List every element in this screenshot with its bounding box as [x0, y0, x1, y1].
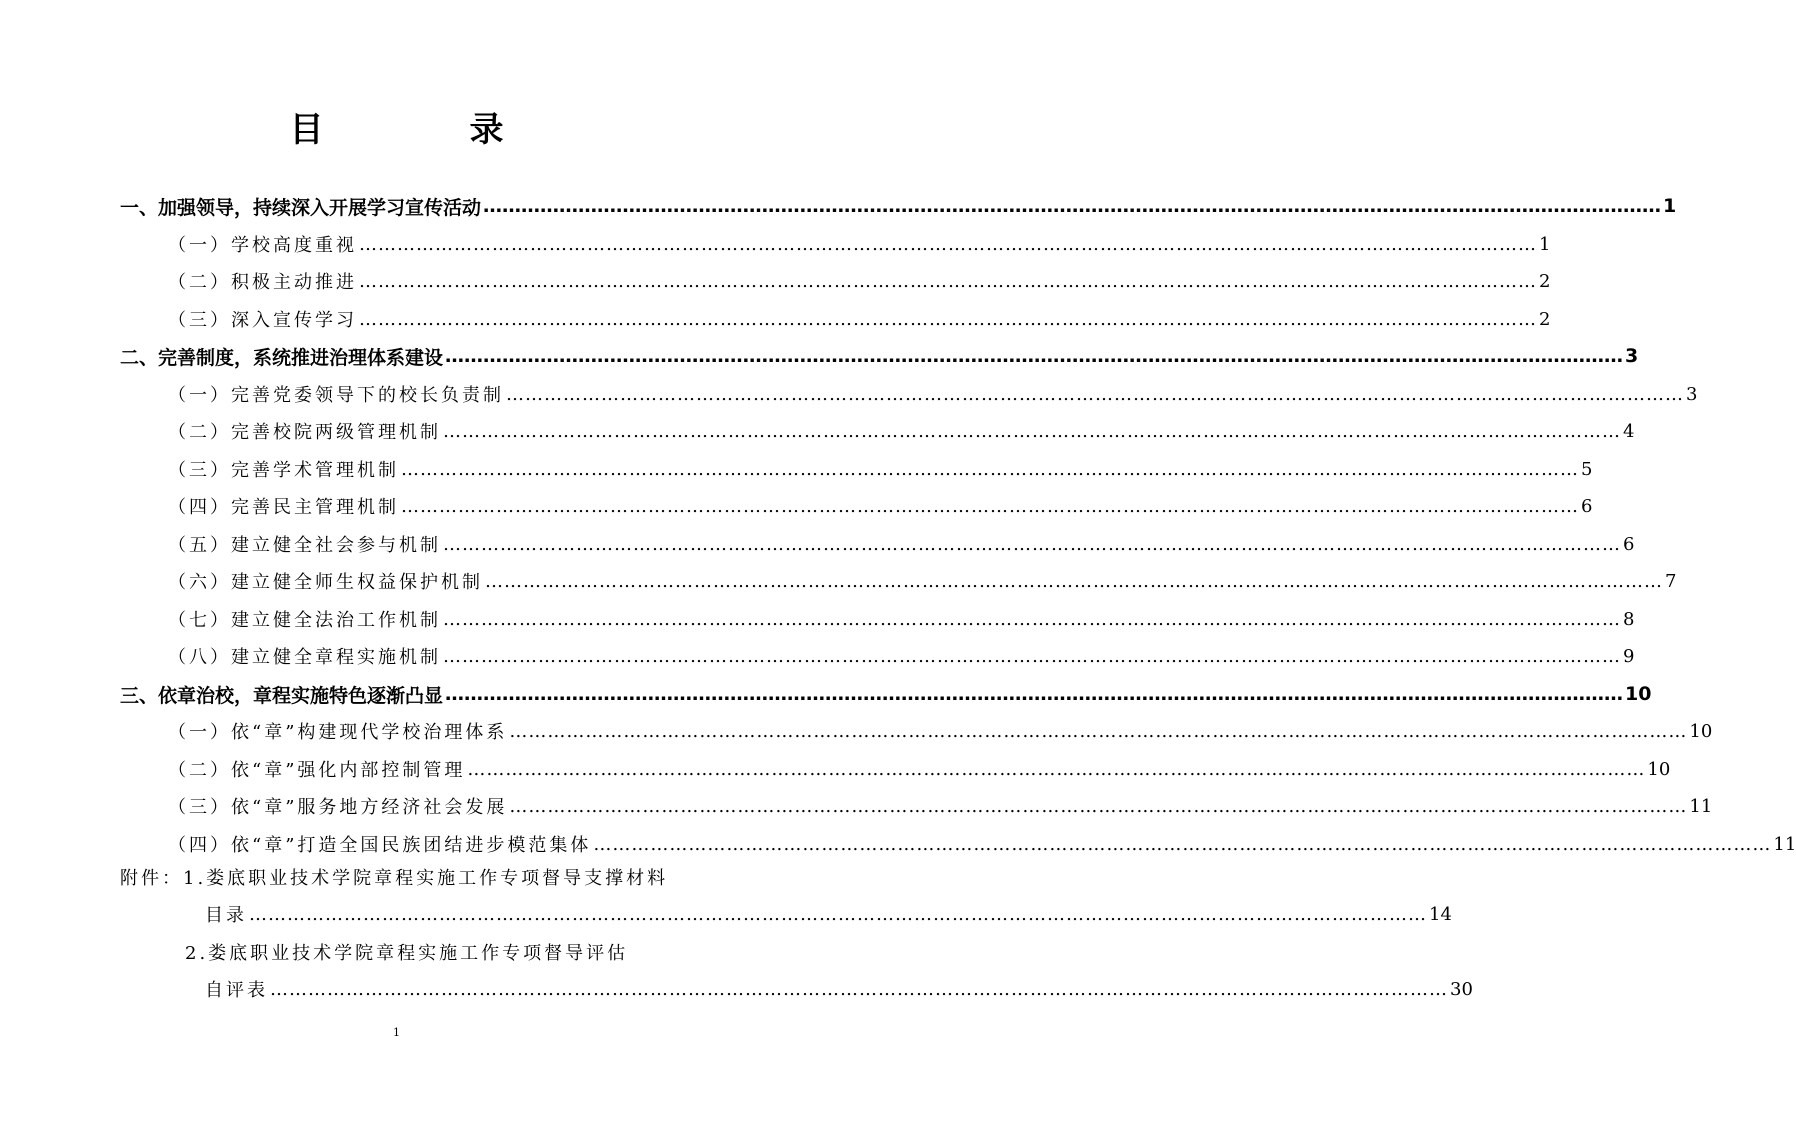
toc-entry-label: 二、完善制度，系统推进治理体系建设: [120, 346, 444, 369]
toc-entry-label: （三）完善学术管理机制: [168, 460, 399, 481]
toc-entry[interactable]: [168, 491, 1593, 521]
toc-leader: ……………………………………………………………………………………………………………………………………………………………………: [509, 795, 1688, 817]
toc-leader: ……………………………………………………………………………………………………………………………………………………………………: [443, 608, 1621, 630]
toc-page-number: 4: [1623, 420, 1635, 442]
toc-entry[interactable]: [120, 191, 1677, 221]
toc-entry[interactable]: [168, 454, 1593, 484]
toc-page-number: 5: [1581, 458, 1593, 480]
attachment-title-cont: 自评表: [205, 980, 268, 1001]
toc-entry[interactable]: [168, 604, 1635, 634]
toc-entry-label: （一）完善党委领导下的校长负责制: [168, 385, 504, 406]
toc-leader: ……………………………………………………………………………………………………………………………………………………………………: [485, 570, 1663, 592]
toc-entry-label: （八）建立健全章程实施机制: [168, 647, 441, 668]
page-number-footer: 1: [393, 1026, 400, 1039]
toc-page-number: 10: [1647, 758, 1671, 780]
attachment-entry-2[interactable]: [185, 937, 628, 967]
toc-page-number: 14: [1429, 903, 1452, 925]
toc-entry[interactable]: [168, 641, 1635, 671]
toc-page-number: 8: [1623, 608, 1635, 630]
attachment-entry-2-cont[interactable]: [205, 974, 1473, 1004]
toc-entry[interactable]: [168, 379, 1698, 409]
toc-leader: ……………………………………………………………………………………………………………………………………………………………………: [443, 533, 1621, 555]
toc-leader: ……………………………………………………………………………………………………………………………………………………………………: [359, 270, 1537, 292]
toc-entry[interactable]: [168, 416, 1635, 446]
toc-entry[interactable]: [120, 679, 1652, 709]
toc-entry-label: 三、依章治校，章程实施特色逐渐凸显: [120, 684, 444, 707]
toc-entry-label: （七）建立健全法治工作机制: [168, 610, 441, 631]
toc-leader: ……………………………………………………………………………………………………………………………………………………………………: [443, 420, 1621, 442]
toc-entry-label: （一）学校高度重视: [168, 235, 357, 256]
toc-leader: ……………………………………………………………………………………………………………………………………………………………………: [249, 903, 1427, 925]
toc-leader: ……………………………………………………………………………………………………………………………………………………………………: [509, 720, 1688, 742]
toc-page-number: 6: [1623, 533, 1635, 555]
toc-entry-label: （一）依“章”构建现代学校治理体系: [168, 722, 508, 743]
toc-entry-label: （二）完善校院两级管理机制: [168, 422, 441, 443]
toc-page-number: 9: [1623, 645, 1635, 667]
toc-leader: ……………………………………………………………………………………………………………………………………………………………………: [443, 645, 1621, 667]
toc-page-number: 2: [1539, 270, 1551, 292]
attachment-title-cont: 目录: [205, 905, 247, 926]
toc-leader: ……………………………………………………………………………………………………………………………………………………………………: [359, 233, 1537, 255]
toc-entry-label: （六）建立健全师生权益保护机制: [168, 572, 483, 593]
toc-entry[interactable]: [120, 341, 1639, 371]
toc-leader: ……………………………………………………………………………………………………………………………………………………………………: [359, 308, 1537, 330]
toc-entry-label: （五）建立健全社会参与机制: [168, 535, 441, 556]
toc-page-number: 1: [1663, 195, 1677, 217]
toc-entry[interactable]: [168, 304, 1551, 334]
toc-page-number: 1: [1539, 233, 1551, 255]
toc-entry[interactable]: [168, 266, 1551, 296]
attachment-entry-1-cont[interactable]: [205, 899, 1452, 929]
attachment-title: 2.娄底职业技术学院章程实施工作专项督导评估: [185, 943, 629, 964]
toc-entry[interactable]: [168, 529, 1635, 559]
toc-page-number: 30: [1450, 978, 1473, 1000]
toc-leader: ……………………………………………………………………………………………………………………………………………………………………: [593, 833, 1772, 855]
toc-entry[interactable]: [168, 229, 1551, 259]
toc-leader: ……………………………………………………………………………………………………………………………………………………………………: [483, 195, 1662, 217]
toc-entry[interactable]: [168, 566, 1677, 596]
toc-page-number: 3: [1625, 345, 1639, 367]
toc-page-number: 6: [1581, 495, 1593, 517]
toc-leader: ……………………………………………………………………………………………………………………………………………………………………: [445, 683, 1624, 705]
toc-page-number: 11: [1689, 795, 1713, 817]
attachment-entry-1[interactable]: [120, 862, 668, 892]
toc-entry-label: （二）依“章”强化内部控制管理: [168, 760, 466, 781]
toc-entry[interactable]: [168, 829, 1796, 859]
toc-entry-label: （三）依“章”服务地方经济社会发展: [168, 797, 508, 818]
toc-entry[interactable]: [168, 716, 1713, 746]
toc-entry-label: （四）完善民主管理机制: [168, 497, 399, 518]
toc-leader: ……………………………………………………………………………………………………………………………………………………………………: [445, 345, 1624, 367]
attachment-prefix: 附件：: [120, 868, 183, 889]
toc-entry[interactable]: [168, 754, 1671, 784]
toc-leader: ……………………………………………………………………………………………………………………………………………………………………: [467, 758, 1646, 780]
toc-entry-label: （三）深入宣传学习: [168, 310, 357, 331]
toc-page-number: 3: [1686, 383, 1698, 405]
toc-entry[interactable]: [168, 791, 1713, 821]
toc-entry-label: （二）积极主动推进: [168, 272, 357, 293]
page-title: 目 录: [289, 110, 560, 150]
attachment-title: 1.娄底职业技术学院章程实施工作专项督导支撑材料: [183, 868, 669, 889]
toc-leader: ……………………………………………………………………………………………………………………………………………………………………: [506, 383, 1684, 405]
toc-page-number: 10: [1689, 720, 1713, 742]
toc-page-number: 7: [1665, 570, 1677, 592]
toc-page-number: 11: [1773, 833, 1796, 855]
toc-page-number: 2: [1539, 308, 1551, 330]
toc-leader: ……………………………………………………………………………………………………………………………………………………………………: [270, 978, 1448, 1000]
toc-entry-label: （四）依“章”打造全国民族团结进步模范集体: [168, 835, 592, 856]
toc-leader: ……………………………………………………………………………………………………………………………………………………………………: [401, 458, 1579, 480]
toc-page-number: 10: [1625, 683, 1652, 705]
toc-leader: ……………………………………………………………………………………………………………………………………………………………………: [401, 495, 1579, 517]
toc-entry-label: 一、加强领导，持续深入开展学习宣传活动: [120, 196, 482, 219]
